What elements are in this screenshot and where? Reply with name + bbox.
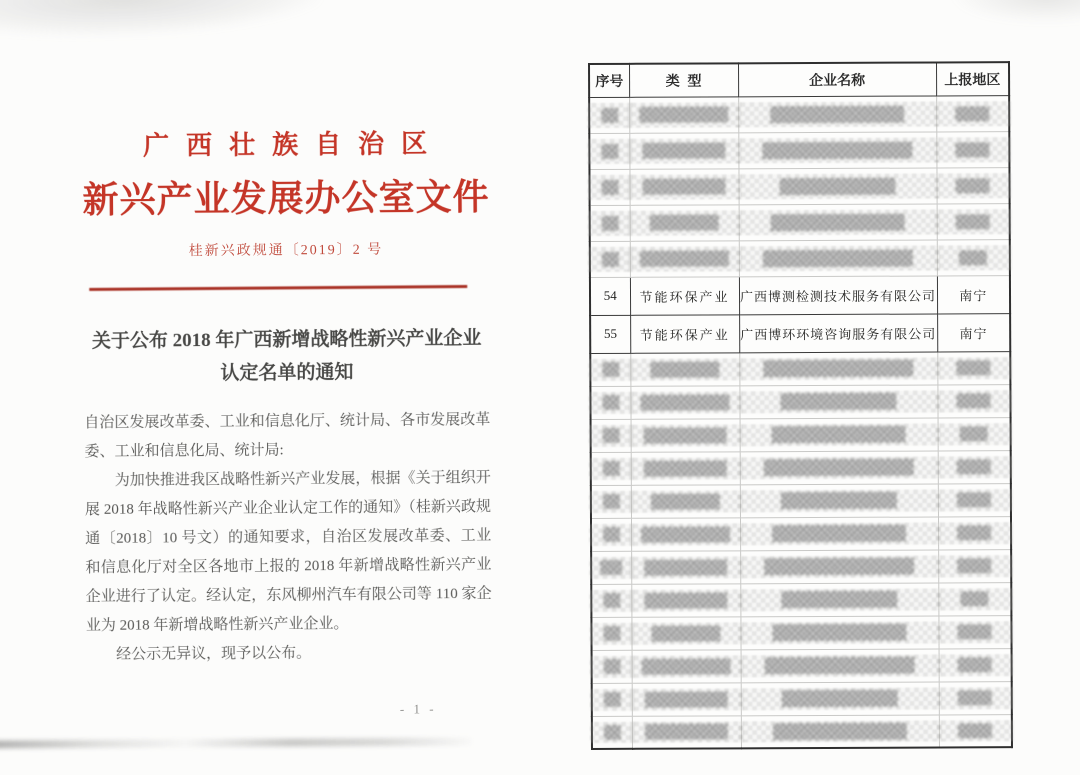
redacted-cell-no <box>591 551 631 584</box>
body-paragraph-1: 为加快推进我区战略性新兴产业发展，根据《关于组织开展 2018 年战略性新兴产业企业认定工作的通知》（桂新兴政规通〔2018〕10 号文）的通知要求，自治区发展改革委、工业和信息化厅对全区各地市上报的 2018 年新增战略性新兴产业企业进行了认定。经认定，东风柳州汽车有限公司等 110 家企业为 2018 年新增战略性新兴产业企业。 <box>84 469 492 634</box>
redacted-cell-region <box>936 131 1009 167</box>
redaction-band <box>629 523 743 545</box>
redaction-band <box>737 390 940 413</box>
redaction-band <box>589 556 634 578</box>
redacted-cell-type <box>629 96 738 132</box>
cell-type: 节能环保产业 <box>630 276 739 314</box>
redaction-block <box>602 428 619 443</box>
redacted-cell-type <box>630 240 739 276</box>
redaction-block <box>601 179 618 194</box>
redaction-band <box>934 173 1012 198</box>
redaction-band <box>628 424 742 446</box>
redaction-band <box>590 655 635 677</box>
redaction-band <box>935 423 1013 445</box>
redaction-band <box>589 622 634 644</box>
redaction-band <box>736 173 939 199</box>
redaction-block <box>602 395 619 410</box>
redaction-block <box>645 559 727 575</box>
redacted-cell-no <box>591 419 631 452</box>
redacted-cell-type <box>632 649 741 682</box>
redaction-band <box>587 138 632 163</box>
redaction-band <box>936 687 1014 709</box>
table-row <box>591 483 1011 518</box>
redacted-cell-region <box>937 351 1010 384</box>
redaction-block <box>601 215 618 230</box>
redaction-block <box>770 105 904 123</box>
redaction-band <box>736 245 939 271</box>
redaction-band <box>628 391 742 413</box>
redacted-cell-region <box>938 549 1011 582</box>
redacted-cell-no <box>591 518 631 551</box>
document-page <box>82 127 493 720</box>
redaction-block <box>603 626 620 641</box>
redacted-cell-name <box>740 417 938 451</box>
redacted-cell-region <box>938 417 1011 450</box>
redacted-cell-name <box>738 167 936 204</box>
redaction-band <box>934 101 1012 126</box>
redaction-band <box>936 654 1014 676</box>
redacted-cell-name <box>738 131 936 168</box>
redaction-band <box>936 522 1014 544</box>
table-row <box>590 384 1010 419</box>
redaction-block <box>958 690 992 705</box>
redacted-cell-region <box>939 681 1012 714</box>
scan-smudge-top-right <box>950 0 1080 24</box>
redaction-band <box>629 622 743 644</box>
redaction-band <box>737 357 940 380</box>
redaction-block <box>601 143 618 158</box>
redaction-block <box>651 361 719 377</box>
office-title: 新兴产业发展办公室文件 <box>82 176 490 220</box>
redaction-block <box>781 393 897 411</box>
redacted-cell-name <box>738 95 936 132</box>
redaction-block <box>603 692 620 707</box>
redacted-cell-name <box>741 648 939 682</box>
table-row <box>590 313 1010 353</box>
header-cell-region: 上报地区 <box>936 62 1009 95</box>
redacted-cell-no <box>590 386 630 419</box>
companies-table <box>588 61 1013 750</box>
cell-name: 广西博测检测技术服务有限公司 <box>739 275 937 314</box>
redacted-cell-type <box>629 168 738 204</box>
redaction-band <box>935 456 1013 478</box>
recipients-line: 自治区发展改革委、工业和信息化厅、统计局、各市发展改革委、工业和信息化局、统计局: <box>84 411 491 460</box>
redaction-block <box>643 142 725 158</box>
redaction-band <box>934 209 1012 234</box>
redacted-cell-name <box>739 384 937 418</box>
redaction-band <box>936 720 1014 742</box>
redaction-band <box>589 589 634 611</box>
redacted-cell-name <box>739 351 937 385</box>
table-row <box>590 351 1010 386</box>
redacted-cell-region <box>937 203 1010 239</box>
redaction-band <box>738 522 941 545</box>
redaction-band <box>587 174 632 199</box>
redacted-cell-no <box>589 97 629 133</box>
redaction-block <box>957 525 991 540</box>
redaction-block <box>762 141 912 159</box>
redacted-cell-type <box>631 418 740 451</box>
redaction-block <box>957 393 991 408</box>
cell-region: 南宁 <box>937 275 1010 313</box>
redacted-cell-no <box>589 169 629 205</box>
redaction-block <box>960 426 988 441</box>
redacted-cell-type <box>630 352 739 385</box>
redacted-cell-type <box>629 132 738 168</box>
table-row <box>591 582 1011 617</box>
redaction-block <box>957 360 991 375</box>
redaction-band <box>590 721 635 743</box>
header-cell-no: 序号 <box>589 64 629 97</box>
redaction-block <box>781 492 897 510</box>
cell-no: 54 <box>590 277 630 315</box>
redaction-band <box>629 655 743 677</box>
redacted-cell-no <box>590 241 630 277</box>
redaction-block <box>641 526 730 542</box>
table-row <box>591 615 1011 650</box>
redaction-band <box>936 555 1014 577</box>
redacted-cell-type <box>631 517 740 550</box>
redacted-cell-no <box>592 716 632 749</box>
redaction-band <box>589 523 634 545</box>
redacted-cell-name <box>740 549 938 583</box>
redaction-band <box>627 174 741 199</box>
redacted-cell-name <box>741 714 939 748</box>
redaction-block <box>957 492 991 507</box>
redaction-block <box>958 723 992 738</box>
redaction-band <box>589 424 634 446</box>
redaction-band <box>737 489 940 512</box>
redaction-band <box>590 688 635 710</box>
table-row <box>589 131 1009 169</box>
redaction-block <box>644 460 726 476</box>
redacted-cell-type <box>631 550 740 583</box>
cell-no: 55 <box>590 315 630 353</box>
cell-name: 广西博环环境咨询服务有限公司 <box>739 313 937 352</box>
redaction-band <box>736 137 939 163</box>
redaction-block <box>603 659 620 674</box>
redacted-cell-no <box>591 485 631 518</box>
redaction-block <box>955 106 989 121</box>
red-divider-rule <box>89 285 467 291</box>
redacted-cell-no <box>591 452 631 485</box>
scan-smudge-top-left <box>0 0 321 40</box>
redaction-band <box>627 210 741 235</box>
redacted-cell-region <box>938 582 1011 615</box>
redaction-band <box>738 687 941 710</box>
redacted-cell-type <box>631 484 740 517</box>
redacted-cell-name <box>740 582 938 616</box>
redaction-block <box>772 426 906 444</box>
org-name: 广西壮族自治区 <box>142 129 445 161</box>
redaction-band <box>935 390 1013 412</box>
redaction-block <box>772 624 906 642</box>
redaction-block <box>639 106 728 122</box>
redaction-band <box>589 490 634 512</box>
redaction-block <box>764 558 914 576</box>
table-row <box>590 203 1010 241</box>
redaction-block <box>773 722 907 740</box>
redaction-block <box>958 624 992 639</box>
header-cell-type: 类型 <box>629 63 738 96</box>
redacted-cell-name <box>740 615 938 649</box>
redaction-block <box>764 459 914 477</box>
cell-region: 南宁 <box>937 313 1010 351</box>
redaction-block <box>781 591 897 609</box>
header-cell-name: 企业名称 <box>738 62 936 96</box>
redaction-block <box>958 657 992 672</box>
table-row <box>592 648 1012 683</box>
redaction-block <box>600 560 622 575</box>
redaction-block <box>763 360 913 378</box>
redaction-band <box>934 245 1012 270</box>
redaction-block <box>956 142 990 157</box>
redaction-block <box>956 214 990 229</box>
redaction-band <box>935 489 1013 511</box>
table-header-row <box>589 62 1009 97</box>
redaction-band <box>629 688 743 710</box>
redacted-cell-region <box>939 714 1012 747</box>
redacted-cell-name <box>740 516 938 550</box>
redacted-cell-name <box>740 450 938 484</box>
table-body <box>589 95 1012 749</box>
redaction-block <box>645 724 727 740</box>
redaction-block <box>642 658 731 674</box>
redaction-block <box>604 725 621 740</box>
redaction-block <box>961 591 989 606</box>
redaction-block <box>602 461 619 476</box>
table-row <box>592 714 1012 749</box>
redaction-block <box>959 250 987 265</box>
redaction-block <box>651 493 719 509</box>
doc-number: 桂新兴政规通〔2019〕2 号 <box>188 242 384 260</box>
redaction-band <box>628 457 742 479</box>
redaction-band <box>737 423 940 446</box>
redaction-block <box>772 525 906 543</box>
redacted-cell-name <box>740 483 938 517</box>
redaction-block <box>957 558 991 573</box>
redacted-cell-region <box>936 167 1009 203</box>
redacted-cell-region <box>937 239 1010 275</box>
redaction-block <box>601 107 618 122</box>
redacted-cell-type <box>630 204 739 240</box>
table-row <box>589 167 1009 205</box>
redacted-cell-region <box>938 483 1011 516</box>
redaction-band <box>629 589 743 611</box>
redaction-block <box>764 657 914 675</box>
redaction-block <box>644 427 726 443</box>
cell-type: 节能环保产业 <box>630 314 739 352</box>
redaction-block <box>602 362 619 377</box>
redaction-block <box>645 691 727 707</box>
redaction-band <box>936 588 1014 610</box>
redacted-cell-region <box>938 615 1011 648</box>
table-row <box>591 516 1011 551</box>
redacted-cell-name <box>739 239 937 276</box>
redaction-band <box>935 357 1013 379</box>
redaction-band <box>588 210 633 235</box>
page-number: - 1 - <box>399 701 437 717</box>
redacted-cell-no <box>589 133 629 169</box>
redaction-block <box>640 394 729 410</box>
redaction-band <box>738 588 941 611</box>
table-row <box>591 549 1011 584</box>
redaction-band <box>588 246 633 271</box>
redacted-cell-name <box>739 203 937 240</box>
redaction-block <box>956 178 990 193</box>
redaction-block <box>771 213 905 231</box>
redacted-cell-region <box>936 95 1009 131</box>
redacted-cell-type <box>631 616 740 649</box>
redaction-band <box>738 720 941 742</box>
redaction-band <box>738 621 941 644</box>
redaction-band <box>736 101 939 127</box>
redaction-band <box>738 555 941 578</box>
redaction-block <box>782 690 898 708</box>
redaction-band <box>936 621 1014 643</box>
redacted-cell-no <box>590 353 630 386</box>
redaction-block <box>650 214 718 230</box>
redaction-band <box>627 246 741 271</box>
redaction-band <box>629 556 743 578</box>
redaction-band <box>627 102 741 127</box>
table-row <box>590 239 1010 277</box>
redaction-block <box>645 592 727 608</box>
redaction-block <box>603 593 620 608</box>
redaction-block <box>780 177 896 195</box>
table-row <box>590 275 1010 315</box>
redaction-band <box>738 654 941 677</box>
body-paragraph-2: 经公示无异议，现予以公布。 <box>116 645 312 663</box>
redaction-band <box>934 137 1012 162</box>
redacted-cell-region <box>938 516 1011 549</box>
redacted-cell-no <box>592 683 632 716</box>
page-bottom-edge-shadow <box>0 738 472 749</box>
redaction-band <box>588 358 633 380</box>
redacted-cell-no <box>592 650 632 683</box>
redaction-band <box>628 358 742 380</box>
redacted-cell-no <box>591 617 631 650</box>
table-row <box>592 681 1012 716</box>
redaction-block <box>640 250 729 266</box>
notice-title: 关于公布 2018 年广西新增战略性新兴产业企业认定名单的通知 <box>91 327 482 384</box>
redacted-cell-type <box>631 451 740 484</box>
redacted-cell-type <box>631 583 740 616</box>
redaction-band <box>627 138 741 163</box>
redacted-cell-type <box>632 715 741 748</box>
redaction-band <box>736 209 939 235</box>
redaction-band <box>589 457 634 479</box>
redacted-cell-name <box>741 681 939 715</box>
redacted-cell-no <box>591 584 631 617</box>
redaction-band <box>737 456 940 479</box>
table-row <box>589 95 1009 133</box>
redacted-cell-no <box>590 205 630 241</box>
table-row <box>591 450 1011 485</box>
redaction-band <box>628 490 742 512</box>
redacted-cell-region <box>939 648 1012 681</box>
redaction-band <box>629 721 743 743</box>
redaction-block <box>763 249 913 267</box>
redaction-block <box>652 625 720 641</box>
redaction-block <box>957 459 991 474</box>
redacted-cell-region <box>938 450 1011 483</box>
redaction-block <box>603 527 620 542</box>
redaction-band <box>587 102 632 127</box>
redaction-block <box>643 178 725 194</box>
redaction-block <box>602 251 619 266</box>
redacted-cell-type <box>632 682 741 715</box>
redacted-cell-region <box>937 384 1010 417</box>
redacted-cell-type <box>630 385 739 418</box>
table-row <box>591 417 1011 452</box>
redaction-band <box>588 391 633 413</box>
redaction-block <box>603 494 620 509</box>
